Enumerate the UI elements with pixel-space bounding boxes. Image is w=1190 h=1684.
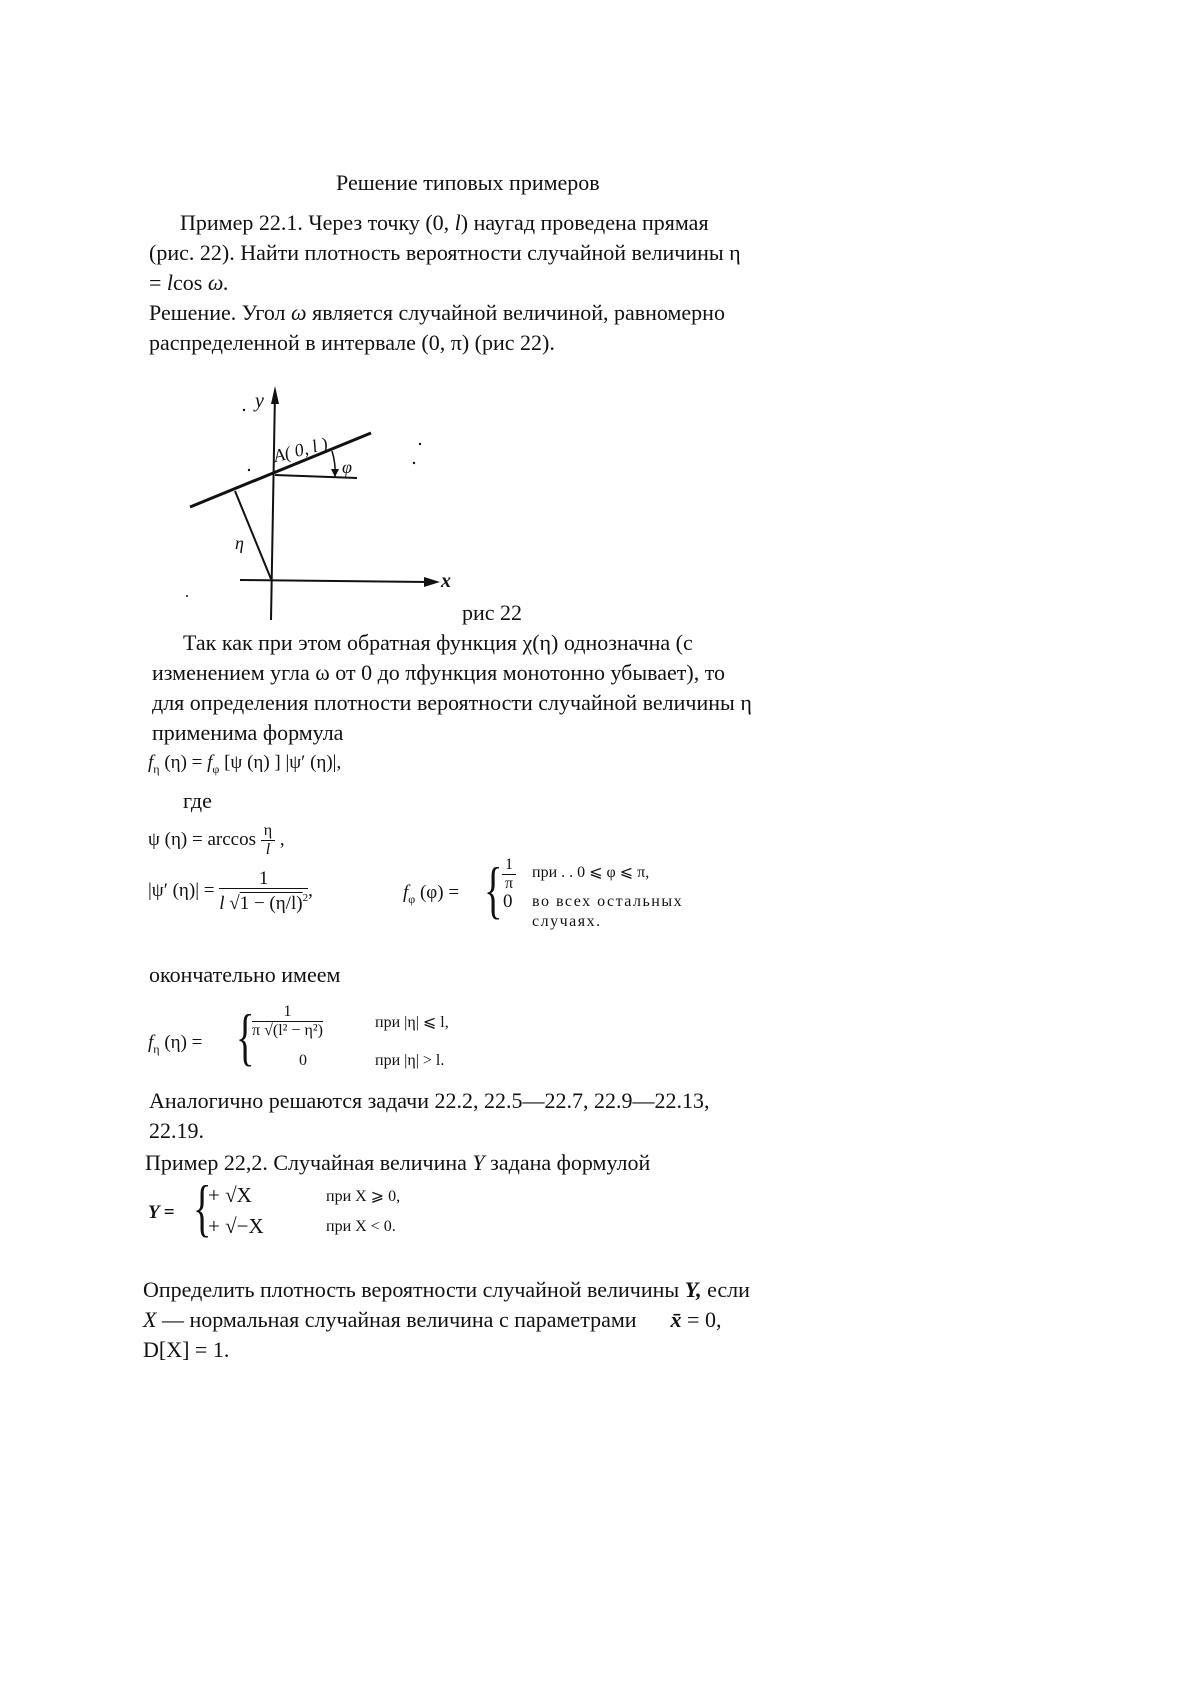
text: f xyxy=(403,882,409,903)
finally-label: окончательно имеем xyxy=(149,962,341,987)
formula-f-phi-lhs xyxy=(403,880,459,912)
brace: { xyxy=(484,854,503,925)
task-line2 xyxy=(143,1307,721,1333)
var-l: l xyxy=(166,270,174,295)
text: η xyxy=(153,762,160,776)
frac-den: l $√1 - (\eta/l)^2$ xyxy=(219,892,309,914)
example2-lhs: Y = xyxy=(148,1202,175,1223)
example2-line1 xyxy=(145,1150,650,1176)
frac-num: 1 xyxy=(502,856,516,875)
text: l xyxy=(219,893,225,914)
figure-label-y: y xyxy=(255,390,264,412)
similar-line1: Аналогично решаются задачи 22.2, 22.5—22.7, 22.9—22.13, xyxy=(149,1088,710,1113)
text: 1 − (η/l) xyxy=(239,893,303,914)
var-Y: Y, xyxy=(684,1277,702,1302)
formula-psi-derivative xyxy=(148,870,313,913)
frac-num: 1 xyxy=(252,1003,323,1022)
text: [ψ (η) ] |ψ′ (η)|, xyxy=(219,752,342,773)
page-title: Решение типовых примеров xyxy=(336,170,600,195)
text: Пример 22.1. Через точку (0, xyxy=(180,210,455,235)
frac-den: l xyxy=(265,841,271,858)
frac-den: π √(l² − η²) xyxy=(252,1022,323,1039)
text: (η) = xyxy=(159,1032,203,1053)
example2-case2-val: + √−X xyxy=(208,1214,264,1238)
f-phi-case1-cond: при . . 0 ⩽ φ ⩽ π, xyxy=(532,864,650,881)
text: , xyxy=(275,828,285,850)
frac-den: π xyxy=(504,875,514,892)
text: Определить плотность вероятности случайной величины xyxy=(143,1277,685,1302)
text: 2 xyxy=(302,892,309,904)
var-Y: Y xyxy=(472,1150,485,1175)
text: (φ) = xyxy=(415,882,460,903)
f-phi-case2-val: 0 xyxy=(503,891,513,912)
text: Решение. Угол xyxy=(149,300,292,325)
figure-caption: рис 22 xyxy=(462,600,523,625)
formula-density-transform xyxy=(148,750,341,782)
para2-line3: для определения плотности вероятности случайной величины η xyxy=(152,690,752,715)
example2-case1-cond: при X ⩾ 0, xyxy=(326,1188,401,1205)
f-phi-case1-val xyxy=(502,856,516,893)
formula-final-lhs xyxy=(148,1030,202,1062)
var-omega: ω xyxy=(291,300,307,325)
text: |ψ′ (η)| = xyxy=(148,879,220,901)
figure-label-eta: η xyxy=(235,533,244,553)
solution-line2: распределенной в интервале (0, π) (рис 22). xyxy=(149,330,555,355)
example1-line2: (рис. 22). Найти плотность вероятности случайной величины η xyxy=(149,240,741,265)
task-line3: D[X] = 1. xyxy=(143,1337,230,1362)
final-case2-cond: при |η| > l. xyxy=(375,1052,445,1069)
example2-case2-cond: при X < 0. xyxy=(326,1218,396,1235)
text: φ xyxy=(212,762,220,776)
para2-line4: применима формула xyxy=(152,720,344,745)
var-l: l xyxy=(454,210,461,235)
text: Пример 22,2. Случайная величина xyxy=(145,1150,473,1175)
text: f xyxy=(148,752,154,773)
text: = 0, xyxy=(681,1307,722,1332)
text: — нормальная случайная величина с параметрами xyxy=(156,1307,637,1332)
figure-label-phi: φ xyxy=(342,457,352,477)
text: является случайной величиной, равномерно xyxy=(306,300,725,325)
figure-label-point-a: A( 0, l ) xyxy=(271,433,330,467)
brace: { xyxy=(193,1172,212,1243)
final-case2-val: 0 xyxy=(299,1052,307,1069)
para2-line1: Так как при этом обратная функция χ(η) однозначна (с xyxy=(183,630,693,655)
figure-label-x: x xyxy=(441,570,451,592)
frac-num: η xyxy=(261,822,275,841)
similar-line2: 22.19. xyxy=(149,1118,204,1143)
text: , xyxy=(308,879,313,901)
final-case1-val xyxy=(252,1003,323,1040)
text: = xyxy=(149,270,167,295)
f-phi-case2-cond-2: случаях. xyxy=(532,913,602,930)
text: cos xyxy=(173,270,208,295)
text: η xyxy=(153,1042,160,1056)
text: f xyxy=(207,752,213,773)
f-phi-case2-cond-1: во всех остальных xyxy=(532,893,684,910)
final-case1-cond: при |η| ⩽ l, xyxy=(375,1014,449,1031)
example2-case1-val: + √X xyxy=(208,1183,252,1207)
task-line1 xyxy=(143,1277,750,1303)
var-X: X xyxy=(143,1307,157,1332)
formula-psi xyxy=(148,822,285,859)
var-omega: ω. xyxy=(207,270,229,295)
text: (η) = xyxy=(159,752,208,773)
para2-line2: изменением угла ω от 0 до πфункция монотонно убывает), то xyxy=(152,660,726,685)
where-label: где xyxy=(183,788,212,813)
brace: { xyxy=(236,1001,255,1072)
text: задана формулой xyxy=(484,1150,651,1175)
frac-num: 1 xyxy=(219,870,308,889)
text: ) наугад проведена прямая xyxy=(460,210,709,235)
var-x-mean: x̄ xyxy=(670,1307,682,1332)
text: если xyxy=(701,1277,750,1302)
text: ψ (η) = arccos xyxy=(148,828,261,850)
text: φ xyxy=(408,892,416,906)
text: f xyxy=(148,1032,154,1053)
